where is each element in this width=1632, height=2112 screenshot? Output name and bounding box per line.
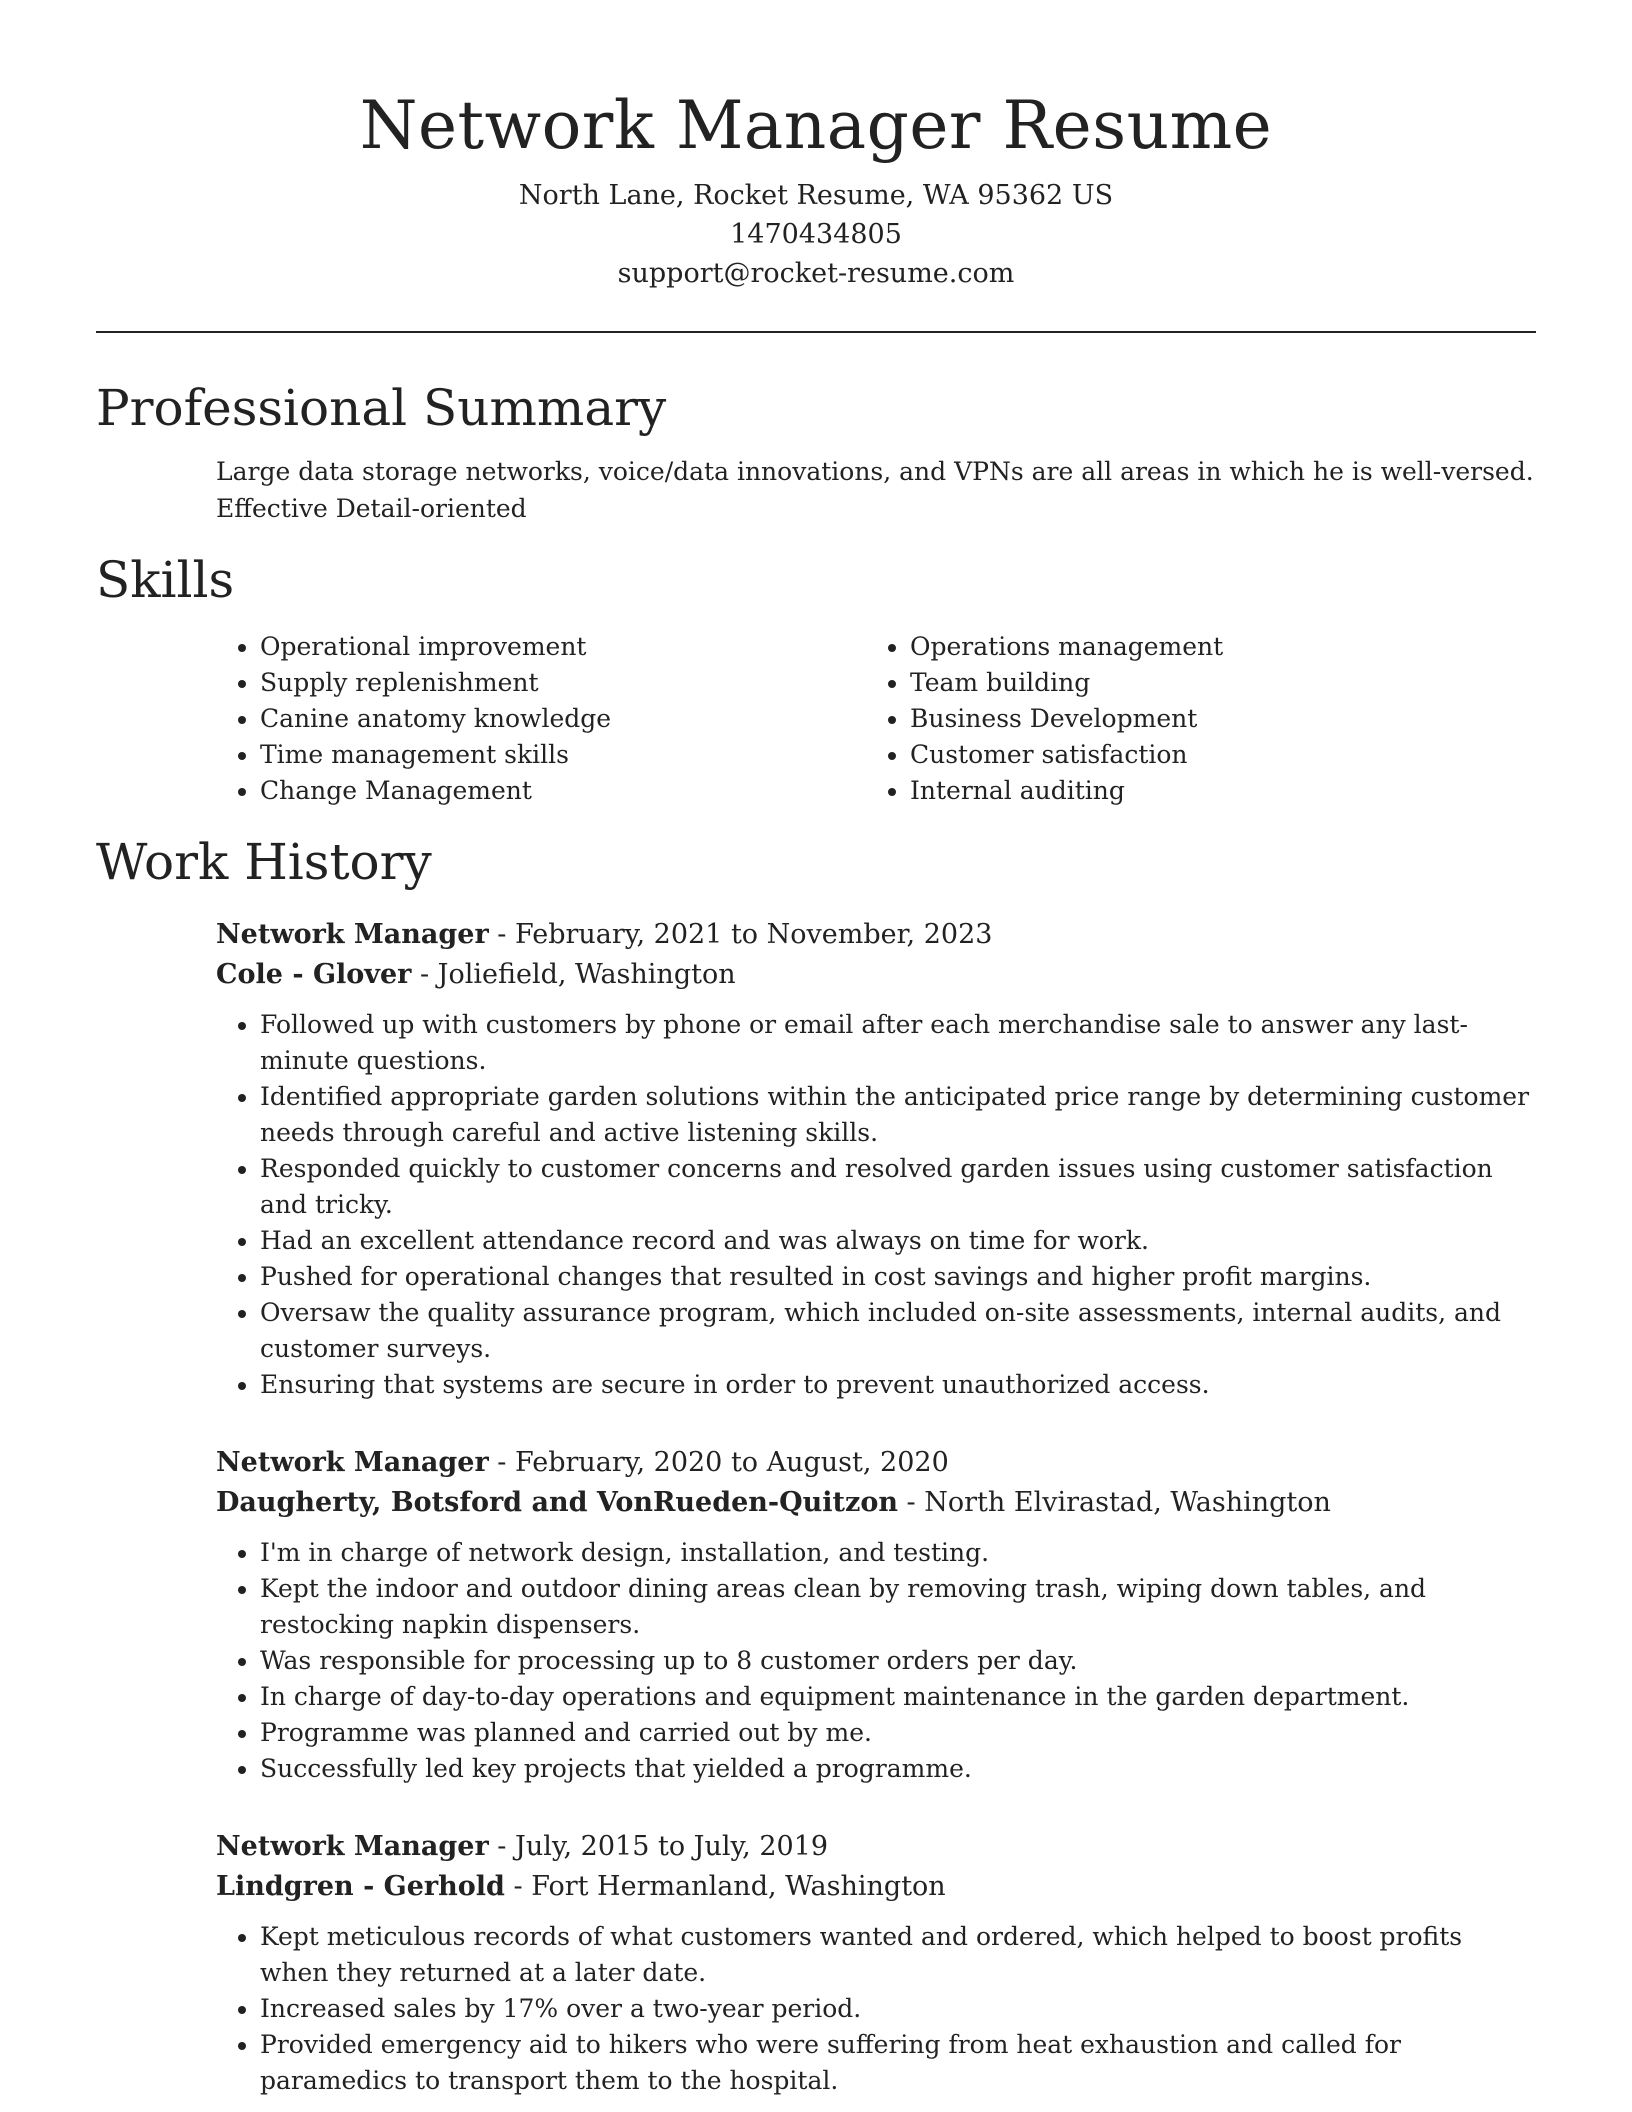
skills-heading: Skills: [96, 551, 235, 609]
work-history-heading: Work History: [96, 833, 432, 891]
skill-item: • Business Development: [910, 701, 1516, 737]
job-company-line: [216, 1483, 1536, 1523]
job-bullets: [216, 1919, 1536, 2099]
job-company: Daugherty, Botsford and VonRueden-Quitzon: [216, 1487, 898, 1518]
skill-item: • Change Management: [260, 773, 866, 809]
resume-title: Network Manager Resume: [359, 87, 1273, 164]
job-location: - Joliefield, Washington: [411, 959, 736, 990]
job-bullet: • Pushed for operational changes that resulted in cost savings and higher profit margins.: [260, 1259, 1536, 1295]
contact-address: North Lane, Rocket Resume, WA 95362 US: [518, 180, 1114, 211]
job-dates: - February, 2020 to August, 2020: [488, 1447, 949, 1478]
job-title-line: [216, 1827, 1536, 1867]
job-bullet: • Provided emergency aid to hikers who were suffering from heat exhaustion and called for paramedics to transport them to the hospital.: [260, 2027, 1536, 2099]
job-role: Network Manager: [216, 1831, 489, 1862]
summary-line: Effective Detail-oriented: [216, 494, 527, 523]
job-company: Lindgren - Gerhold: [216, 1871, 505, 1902]
job-bullet: • Successfully led key projects that yielded a programme.: [260, 1751, 1536, 1787]
contact-phone: 1470434805: [730, 219, 902, 250]
job-bullets: [216, 1007, 1536, 1403]
job-role: Network Manager: [216, 1447, 489, 1478]
job-bullet: • Kept the indoor and outdoor dining areas clean by removing trash, wiping down tables, and restocking napkin dispensers.: [260, 1571, 1536, 1643]
job-title-line: [216, 915, 1536, 955]
job-bullet: • I'm in charge of network design, installation, and testing.: [260, 1535, 1536, 1571]
job-bullet: • Kept meticulous records of what customers wanted and ordered, which helped to boost profits when they returned at a later date.: [260, 1919, 1536, 1991]
job-bullet: • Responded quickly to customer concerns and resolved garden issues using customer satisfaction and tricky.: [260, 1151, 1536, 1223]
skills-column-right: [866, 629, 1516, 809]
skill-item: • Internal auditing: [910, 773, 1516, 809]
job-bullet: • Followed up with customers by phone or email after each merchandise sale to answer any last-minute questions.: [260, 1007, 1536, 1079]
summary-text: [216, 453, 1536, 527]
job-location: - North Elvirastad, Washington: [897, 1487, 1331, 1518]
skill-item: • Supply replenishment: [260, 665, 866, 701]
header-divider: [96, 331, 1536, 333]
skill-item: • Canine anatomy knowledge: [260, 701, 866, 737]
job-bullet: • Was responsible for processing up to 8 customer orders per day.: [260, 1643, 1536, 1679]
skills-list: [216, 629, 1536, 809]
job-company-line: [216, 955, 1536, 995]
resume-page: [96, 0, 1536, 2099]
job-bullet: • Increased sales by 17% over a two-year period.: [260, 1991, 1536, 2027]
job-location: - Fort Hermanland, Washington: [504, 1871, 946, 1902]
skill-item: • Time management skills: [260, 737, 866, 773]
skill-item: • Operational improvement: [260, 629, 866, 665]
job-entry: [216, 1827, 1536, 2099]
job-company-line: [216, 1867, 1536, 1907]
job-bullet: • Programme was planned and carried out by me.: [260, 1715, 1536, 1751]
job-entry: [216, 915, 1536, 1403]
job-bullet: • Had an excellent attendance record and was always on time for work.: [260, 1223, 1536, 1259]
job-bullet: • Oversaw the quality assurance program, which included on-site assessments, internal audits, and customer surveys.: [260, 1295, 1536, 1367]
contact-block: [96, 176, 1536, 293]
job-dates: - February, 2021 to November, 2023: [488, 919, 993, 950]
skill-item: • Customer satisfaction: [910, 737, 1516, 773]
job-title-line: [216, 1443, 1536, 1483]
summary-line: Large data storage networks, voice/data innovations, and VPNs are all areas in which he is well-versed.: [216, 457, 1534, 486]
job-dates: - July, 2015 to July, 2019: [488, 1831, 829, 1862]
skills-column-left: [216, 629, 866, 809]
summary-heading: Professional Summary: [96, 379, 667, 437]
job-bullets: [216, 1535, 1536, 1787]
job-company: Cole - Glover: [216, 959, 412, 990]
job-bullet: • In charge of day-to-day operations and equipment maintenance in the garden department.: [260, 1679, 1536, 1715]
contact-email: support@rocket-resume.com: [617, 258, 1015, 289]
skill-item: • Operations management: [910, 629, 1516, 665]
job-role: Network Manager: [216, 919, 489, 950]
job-entry: [216, 1443, 1536, 1787]
job-bullet: • Ensuring that systems are secure in order to prevent unauthorized access.: [260, 1367, 1536, 1403]
job-bullet: • Identified appropriate garden solutions within the anticipated price range by determining customer needs through careful and active listening skills.: [260, 1079, 1536, 1151]
skill-item: • Team building: [910, 665, 1516, 701]
